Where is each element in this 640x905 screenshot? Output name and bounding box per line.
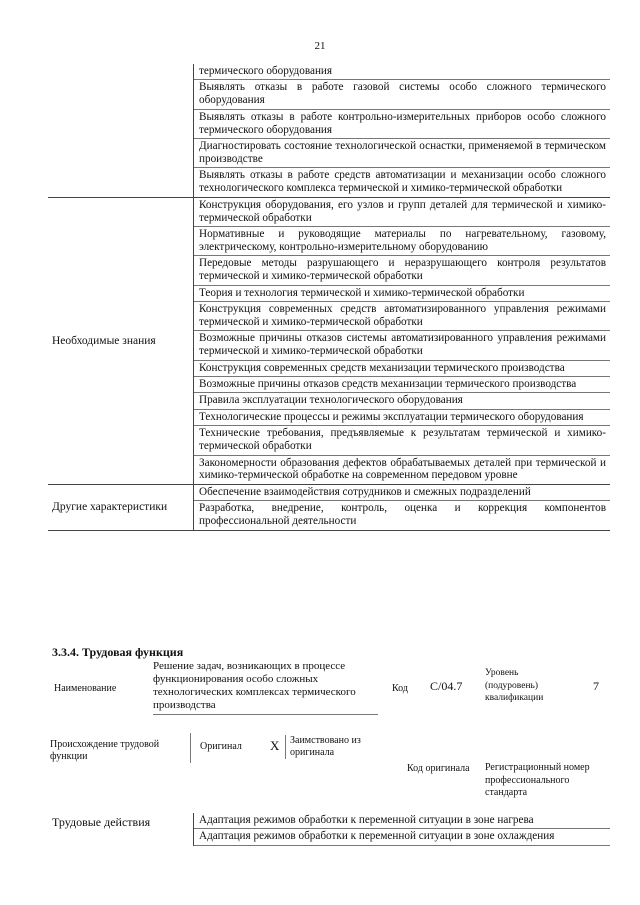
requirements-row-label: [48, 64, 194, 197]
requirements-row: [48, 64, 610, 198]
actions-items: [194, 813, 610, 846]
requirement-item: Передовые методы разрушающего и неразрушающего контроля результатов термической и химико-термической обработки: [194, 256, 610, 285]
action-item: Адаптация режимов обработки к переменной ситуации в зоне охлаждения: [194, 829, 610, 845]
requirements-row: [48, 485, 610, 531]
requirement-item: Разработка, внедрение, контроль, оценка и коррекция компонентов профессиональной деятельности: [199, 502, 606, 528]
requirement-item: Правила эксплуатации технологического оборудования: [194, 393, 610, 409]
requirement-item: Возможные причины отказов системы автоматизированного управления режимами термической и химико-термической обработки: [194, 331, 610, 360]
level-value: 7: [593, 679, 599, 693]
origin-borrowed-label: Заимствовано из оригинала: [285, 735, 390, 759]
requirement-item: Диагностировать состояние технологической оснастки, применяемой в термическом производстве: [194, 139, 610, 168]
requirements-row-label: Другие характеристики: [48, 485, 194, 530]
name-label: Наименование: [54, 683, 117, 694]
actions-table: [48, 813, 610, 846]
origin-original-label: Оригинал: [200, 741, 242, 752]
requirement-item: Нормативные и руководящие материалы по нагревательному, газовому, электрическому, контрольно-измерительному оборудованию: [194, 227, 610, 256]
requirements-table: [48, 64, 610, 531]
requirement-item: Технические требования, предъявляемые к результатам термической и химико-термической обработки: [194, 426, 610, 455]
code-label: Код: [392, 683, 408, 694]
requirement-item: Выявлять отказы в работе средств автоматизации и механизации особо сложного технологического комплекса термической и химико-термической обработки: [199, 169, 606, 195]
requirement-item: Возможные причины отказов средств механизации термического производства: [194, 377, 610, 393]
origin-code-label: Код оригинала: [407, 763, 470, 774]
origin-reg-label: Регистрационный номер профессионального стандарта: [485, 762, 590, 798]
requirement-item: Конструкция оборудования, его узлов и групп деталей для термической и химико-термической обработки: [194, 198, 610, 227]
requirements-row-label: Необходимые знания: [48, 198, 194, 484]
name-value: Решение задач, возникающих в процессе функционирования особо сложных технологических комплексах термического производства: [153, 660, 378, 715]
requirement-item: Технологические процессы и режимы эксплуатации термического оборудования: [194, 410, 610, 426]
page-number: 21: [314, 40, 326, 52]
actions-label: Трудовые действия: [48, 813, 194, 846]
requirement-item: Закономерности образования дефектов обрабатываемых деталей при термической и химико-термической обработке на современном передовом уровне: [199, 456, 606, 482]
requirements-row: [48, 198, 610, 485]
requirements-items: [194, 64, 610, 197]
requirement-item: Выявлять отказы в работе контрольно-измерительных приборов особо сложного термического оборудования: [194, 110, 610, 139]
action-item: Адаптация режимов обработки к переменной ситуации в зоне нагрева: [194, 813, 610, 829]
requirement-item: Обеспечение взаимодействия сотрудников и смежных подразделений: [194, 485, 610, 501]
requirement-item: Конструкция современных средств механизации термического производства: [194, 361, 610, 377]
actions-row: [48, 813, 610, 846]
section-heading: 3.3.4. Трудовая функция: [52, 645, 184, 659]
requirement-item: Выявлять отказы в работе газовой системы особо сложного термического оборудования: [194, 80, 610, 109]
requirements-items: [194, 198, 610, 484]
origin-mark: X: [270, 738, 280, 753]
requirements-items: [194, 485, 610, 530]
requirement-item: Теория и технология термической и химико-термической обработки: [194, 286, 610, 302]
code-value: C/04.7: [430, 679, 463, 693]
requirement-item: термического оборудования: [194, 64, 610, 80]
level-label: Уровень (подуровень) квалификации: [485, 668, 544, 703]
origin-label: Происхождение трудовой функции: [50, 739, 160, 762]
requirement-item: Конструкция современных средств автоматизированного управления режимами термической и химико-термической обработки: [194, 302, 610, 331]
